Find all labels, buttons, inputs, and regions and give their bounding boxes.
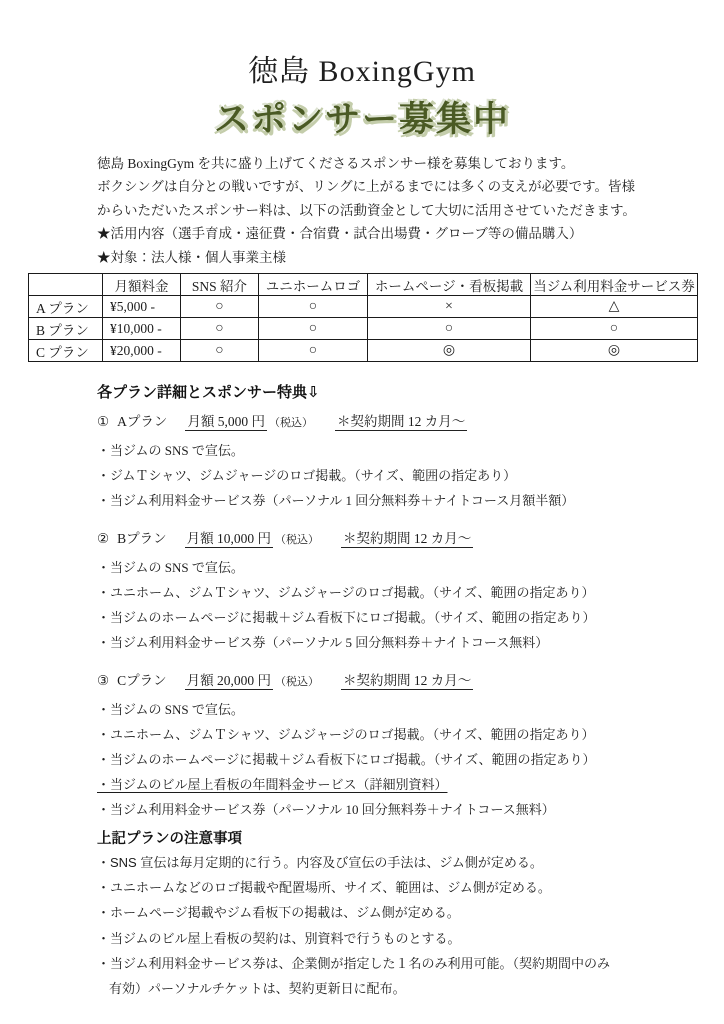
cell-monthly-fee: ¥20,000 -: [103, 340, 181, 362]
intro-line-usage: ★活用内容（選手育成・遠征費・合宿費・試合出場費・グローブ等の備品購入）: [97, 226, 583, 242]
plan-benefit: ・当ジム利用料金サービス券（パーソナル 10 回分無料券＋ナイトコース無料）: [97, 802, 555, 818]
note-item: ・当ジム利用料金サービス券は、企業側が指定した１名のみ利用可能。（契約期間中のみ: [97, 955, 610, 971]
plan-benefit: ・当ジム利用料金サービス券（パーソナル 5 回分無料券＋ナイトコース無料）: [97, 635, 549, 651]
cell-plan-name: A プラン: [29, 296, 103, 318]
cell-monthly-fee: ¥5,000 -: [103, 296, 181, 318]
table-row-plan-c: [29, 340, 698, 362]
plan-benefit: ・ユニホーム、ジムＴシャツ、ジムジャージのロゴ掲載。（サイズ、範囲の指定あり）: [97, 727, 595, 743]
plan-details-section: [97, 382, 724, 822]
note-item: ・当ジムのビル屋上看板の契約は、別資料で行うものとする。: [97, 930, 461, 946]
cell-plan-name: C プラン: [29, 340, 103, 362]
plan-number: ②: [97, 531, 110, 547]
plan-details-heading: 各プラン詳細とスポンサー特典⇩: [97, 384, 320, 402]
plan-contract-term: ＊契約期間 12 カ月～: [343, 531, 472, 547]
plan-a-heading: [97, 409, 724, 436]
header-plan-blank: [29, 274, 103, 296]
table-row-plan-a: [29, 296, 698, 318]
cell-homepage-mark: ◎: [368, 340, 531, 362]
plan-tax-note: （税込）: [268, 417, 313, 430]
notes-section: [97, 828, 724, 1001]
cell-plan-name: B プラン: [29, 318, 103, 340]
table-row-plan-b: [29, 318, 698, 340]
cell-sns-mark: ○: [181, 296, 259, 318]
header-service-ticket: 当ジム利用料金サービス券: [531, 274, 698, 296]
note-item: ・ホームページ掲載やジム看板下の掲載は、ジム側が定める。: [97, 905, 460, 921]
plan-benefit-rooftop-sign: ・当ジムのビル屋上看板の年間料金サービス（詳細別資料）: [97, 777, 448, 793]
notes-heading: 上記プランの注意事項: [97, 831, 242, 848]
plan-contract-term: ＊契約期間 12 カ月～: [343, 673, 472, 689]
intro-line: からいただいたスポンサー料は、以下の活動資金として大切に活用させていただきます。: [97, 202, 636, 218]
cell-uniform-mark: ○: [259, 318, 368, 340]
intro-paragraph: [97, 152, 724, 269]
plan-b-heading: [97, 526, 724, 553]
cell-uniform-mark: ○: [259, 296, 368, 318]
table-header-row: [29, 274, 698, 296]
plan-benefit: ・当ジムのホームページに掲載＋ジム看板下にロゴ掲載。（サイズ、範囲の指定あり）: [97, 752, 596, 768]
cell-uniform-mark: ○: [259, 340, 368, 362]
plan-benefit: ・当ジムの SNS で宣伝。: [97, 560, 244, 576]
plan-benefit: ・ユニホーム、ジムＴシャツ、ジムジャージのロゴ掲載。（サイズ、範囲の指定あり）: [97, 585, 595, 601]
plan-price: 月額 10,000 円: [186, 531, 271, 547]
plan-tax-note: （税込）: [275, 676, 319, 689]
intro-line: ボクシングは自分との戦いですが、リングに上がるまでには多くの支えが必要です。皆様: [97, 179, 636, 195]
plan-b-details: [97, 526, 724, 655]
header-monthly-fee: 月額料金: [103, 274, 181, 296]
plan-number: ③: [97, 673, 110, 689]
note-item-continuation: 有効）パーソナルチケットは、契約更新日に配布。: [109, 981, 406, 997]
plan-benefit: ・当ジムの SNS で宣伝。: [97, 702, 244, 718]
cell-service-mark: ◎: [531, 340, 698, 362]
plan-name: Cプラン: [117, 673, 167, 689]
cell-service-mark: △: [531, 296, 698, 318]
plan-price: 月額 20,000 円: [186, 673, 271, 689]
cell-sns-mark: ○: [181, 318, 259, 340]
plan-benefit: ・当ジム利用料金サービス券（パーソナル 1 回分無料券＋ナイトコース月額半額）: [97, 493, 575, 509]
plan-c-heading: [97, 668, 724, 695]
plan-number: ①: [97, 414, 110, 430]
plan-comparison-table: [28, 273, 698, 362]
cell-service-mark: ○: [531, 318, 698, 340]
page-subtitle: スポンサー募集中: [213, 100, 510, 139]
plan-name: Aプラン: [117, 414, 168, 430]
plan-name: Bプラン: [117, 531, 167, 547]
plan-c-details: [97, 668, 724, 822]
plan-benefit: ・当ジムのホームページに掲載＋ジム看板下にロゴ掲載。（サイズ、範囲の指定あり）: [97, 610, 596, 626]
plan-benefit: ・当ジムの SNS で宣伝。: [97, 443, 244, 459]
header-homepage-signboard: ホームページ・看板掲載: [368, 274, 531, 296]
cell-homepage-mark: ×: [368, 296, 531, 318]
cell-sns-mark: ○: [181, 340, 259, 362]
plan-price: 月額 5,000 円: [187, 414, 265, 430]
plan-benefit: ・ジムＴシャツ、ジムジャージのロゴ掲載。（サイズ、範囲の指定あり）: [97, 468, 517, 484]
intro-line-target: ★対象：法人様・個人事業主様: [97, 249, 286, 265]
plan-tax-note: （税込）: [275, 534, 319, 547]
page-title: 徳島 BoxingGym: [248, 55, 476, 88]
cell-homepage-mark: ○: [368, 318, 531, 340]
plan-a-details: [97, 409, 724, 513]
note-item: ・ユニホームなどのロゴ掲載や配置場所、サイズ、範囲は、ジム側が定める。: [97, 880, 551, 896]
intro-line: 徳島 BoxingGym を共に盛り上げてくださるスポンサー様を募集しております。: [97, 156, 575, 171]
cell-monthly-fee: ¥10,000 -: [103, 318, 181, 340]
plan-contract-term: ＊契約期間 12 カ月～: [336, 414, 466, 430]
header-uniform-logo: ユニホームロゴ: [259, 274, 368, 296]
header-sns: SNS 紹介: [181, 274, 259, 296]
note-item: ・SNS 宣伝は毎月定期的に行う。内容及び宣伝の手法は、ジム側が定める。: [97, 855, 543, 871]
